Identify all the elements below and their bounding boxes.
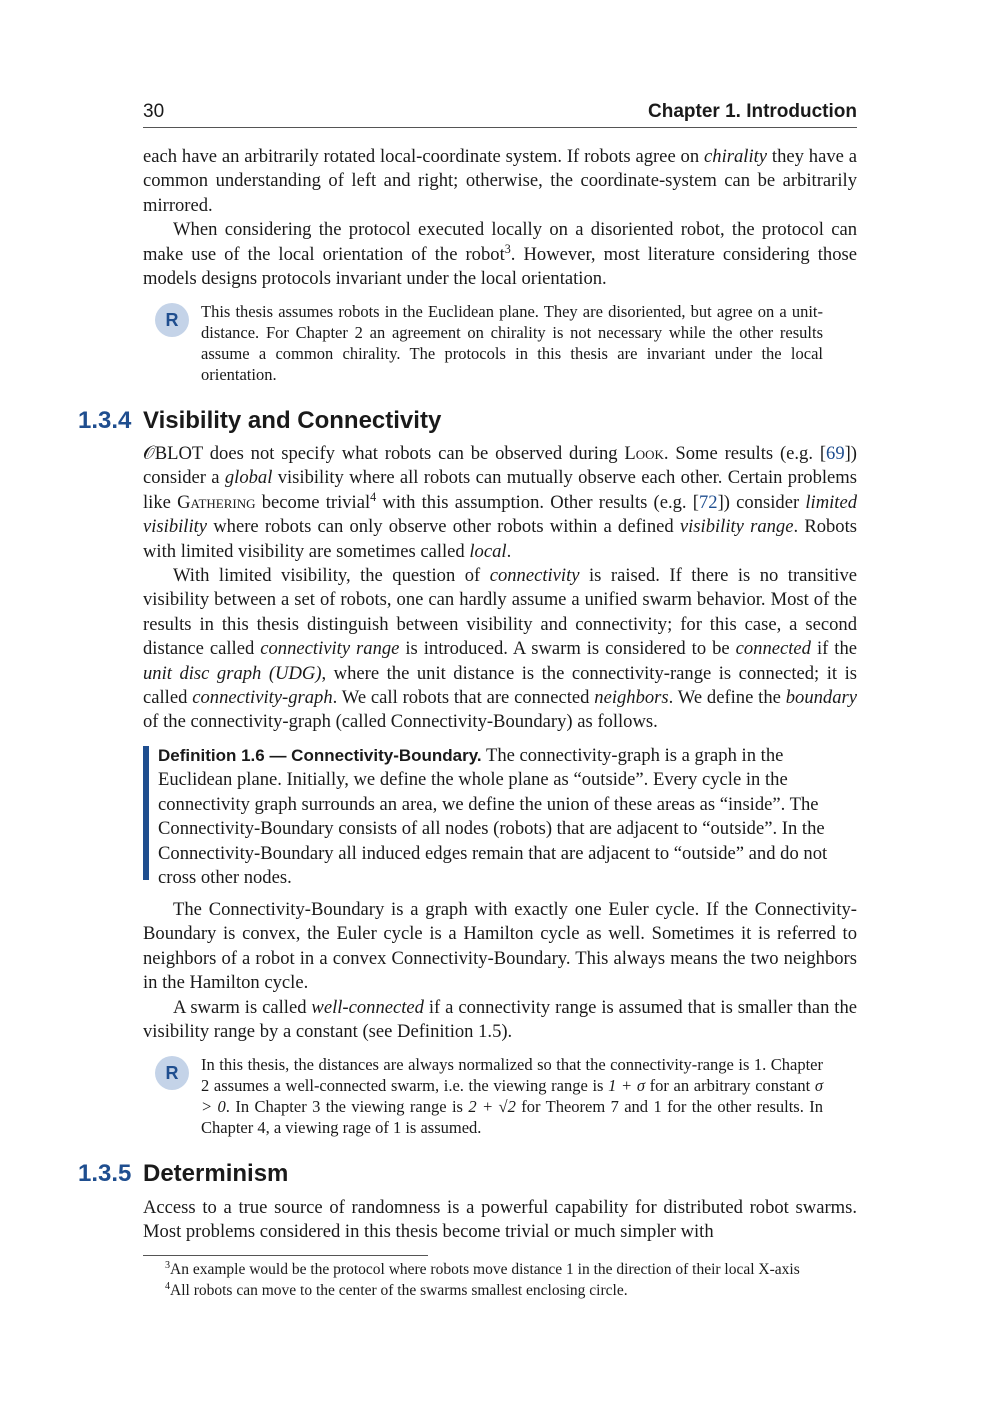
emphasis: local: [469, 540, 507, 562]
footnote-text: All robots can move to the center of the swarms smallest enclosing circle.: [170, 1282, 628, 1299]
text-run: . Some results (e.g. [: [663, 443, 827, 464]
text-run: A swarm is called: [173, 996, 312, 1018]
definition-box: [143, 744, 857, 890]
footnote-mark[interactable]: 4: [370, 489, 377, 504]
emphasis: limited visibility: [143, 491, 858, 538]
visibility-paragraph-2: [143, 564, 857, 735]
text-run: they have a common understanding of left and right; otherwise, the coordinate-system can be arbitrarily mirrored.: [143, 146, 858, 216]
section-heading: [78, 407, 441, 435]
text-run: In this thesis, the distances are always normalized so that the connectivity-range is 1. Chapter 2 assumes a well-connected swarm, i.e. the viewing range is: [201, 1055, 823, 1095]
problem-name: Gathering: [177, 491, 256, 513]
emphasis: connectivity range: [260, 638, 400, 660]
definition-bar: [143, 746, 149, 880]
text-run: visibility where all robots can mutually observe each other. Certain problems like: [143, 467, 857, 513]
footnote-mark[interactable]: 3: [504, 241, 511, 256]
emphasis: connected: [735, 638, 811, 660]
footnote-rule: [143, 1255, 428, 1256]
text-run: ]) consider: [717, 491, 806, 513]
section-number: 1.3.4: [78, 407, 132, 434]
intro-text: [143, 145, 857, 291]
section-title: Visibility and Connectivity: [143, 407, 442, 434]
remark-text: This thesis assumes robots in the Euclidean plane. They are disoriented, but agree on a unit-distance. For Chapter 2 an agreement on chirality is not necessary while the other results assume a common chirality. The protocols in this thesis are invariant under the local orientation.: [201, 302, 823, 384]
footnote-text: An example would be the protocol where robots move distance 1 in the direction of their local X-axis: [170, 1261, 800, 1278]
text-run: if the: [810, 638, 857, 660]
math: 2 + √2: [468, 1097, 516, 1116]
text-run: With limited visibility, the question of: [173, 565, 490, 587]
text-run: each have an arbitrarily rotated local-coordinate system. If robots agree on: [143, 146, 705, 167]
text-run: if a connectivity range is assumed that is smaller than the visibility range by a constant (see Definition 1.5).: [143, 996, 857, 1043]
math: σ > 0: [201, 1076, 823, 1116]
emphasis: neighbors: [594, 687, 669, 709]
text-run: . We call robots that are connected: [332, 687, 595, 709]
section-heading: [78, 1160, 288, 1188]
section-title: Determinism: [143, 1160, 289, 1187]
emphasis: well-connected: [311, 996, 424, 1018]
text-run: ]) consider a: [143, 443, 857, 489]
definition-title: Definition 1.6 — Connectivity-Boundary.: [158, 746, 482, 765]
footnote-4: [165, 1281, 865, 1301]
math: 1 + σ: [608, 1076, 645, 1095]
emphasis: connectivity-graph: [192, 687, 333, 709]
text-run: . We define the: [668, 687, 786, 709]
text-run: . In Chapter 3 the viewing range is: [225, 1097, 469, 1116]
text-run: where robots can only observe other robots within a defined: [207, 516, 680, 538]
emphasis: boundary: [785, 687, 857, 709]
after-definition-text: [143, 898, 857, 1044]
text-run: . Robots with limited visibility are sometimes called: [143, 516, 858, 562]
emphasis: unit disc graph (UDG): [143, 662, 322, 684]
text-run: When considering the protocol executed locally on a disoriented robot, the protocol can make use of the local orientation of the robot: [143, 219, 857, 265]
visibility-paragraph-1: [143, 442, 857, 564]
footnote-number: 3: [165, 1259, 171, 1271]
citation-link[interactable]: 72: [698, 491, 718, 513]
footnote-number: 4: [165, 1280, 171, 1292]
text-run: for Theorem 7 and 1 for the other results. In Chapter 4, a viewing rage of 1 is assumed.: [201, 1097, 823, 1137]
phase-name: Look: [624, 443, 664, 464]
section-number: 1.3.5: [78, 1160, 132, 1187]
remark-box: [155, 1054, 860, 1138]
text-run: is introduced. A swarm is considered to be: [399, 638, 736, 660]
text-run: , where the unit distance is the connectivity-range is connected; it is called: [143, 662, 857, 709]
emphasis: global: [224, 467, 273, 489]
emphasis: connectivity: [489, 565, 580, 587]
well-connected-paragraph: [143, 996, 857, 1045]
intro-paragraph-1: [143, 145, 857, 218]
remark-badge-icon: R: [155, 1056, 189, 1090]
text-run: .: [506, 540, 512, 562]
remark-text: [201, 1054, 823, 1138]
remark-box: [155, 301, 860, 385]
text-run: with this assumption. Other results (e.g. [: [376, 491, 699, 513]
euler-paragraph: The Connectivity-Boundary is a graph with exactly one Euler cycle. If the Connectivity-Boundary is convex, the Euler cycle is a Hamilton cycle as well. Sometimes it is referred to neighbors of a robot in a convex Connectivity-Boundary. This always means the two neighbors in the Hamilton cycle.: [143, 899, 857, 994]
header-rule: [143, 127, 857, 128]
text-run: . However, most literature considering those models designs protocols invariant under the local orientation.: [143, 243, 857, 290]
intro-paragraph-2: [143, 218, 857, 291]
footnote-3: [165, 1260, 865, 1280]
text-run: is raised. If there is no transitive visibility between a set of robots, one can hardly assume a unified swarm behavior. Most of the results in this thesis distinguish between visibility and connectivity; for this case, a second distance called: [143, 565, 857, 660]
definition-text: [158, 744, 857, 890]
citation-link[interactable]: 69: [826, 443, 845, 464]
text-run: become trivial: [255, 491, 371, 513]
remark-badge-icon: R: [155, 303, 189, 337]
page-number: 30: [143, 101, 165, 122]
visibility-text: [143, 442, 857, 735]
determinism-text: Access to a true source of randomness is a powerful capability for distributed robot swarms. Most problems considered in this thesis become trivial or much simpler with: [143, 1197, 857, 1243]
definition-body: The connectivity-graph is a graph in the Euclidean plane. Initially, we define the whole plane as “outside”. Every cycle in the connectivity graph surrounds an area, we define the union of these areas as “inside”. The Connectivity-Boundary consists of all nodes (robots) that are adjacent to “outside”. In the Connectivity-Boundary all induced edges remain that are adjacent to “outside” and do not cross other nodes.: [158, 745, 828, 889]
text-run: for an arbitrary constant: [644, 1076, 815, 1095]
running-header-chapter: Chapter 1. Introduction: [648, 101, 857, 122]
emphasis: visibility range: [679, 516, 794, 538]
model-name: 𝒪BLOT: [143, 443, 203, 464]
emphasis: chirality: [704, 146, 768, 167]
text-run: does not specify what robots can be observed during: [202, 443, 625, 464]
text-run: of the connectivity-graph (called Connectivity-Boundary) as follows.: [143, 711, 658, 733]
